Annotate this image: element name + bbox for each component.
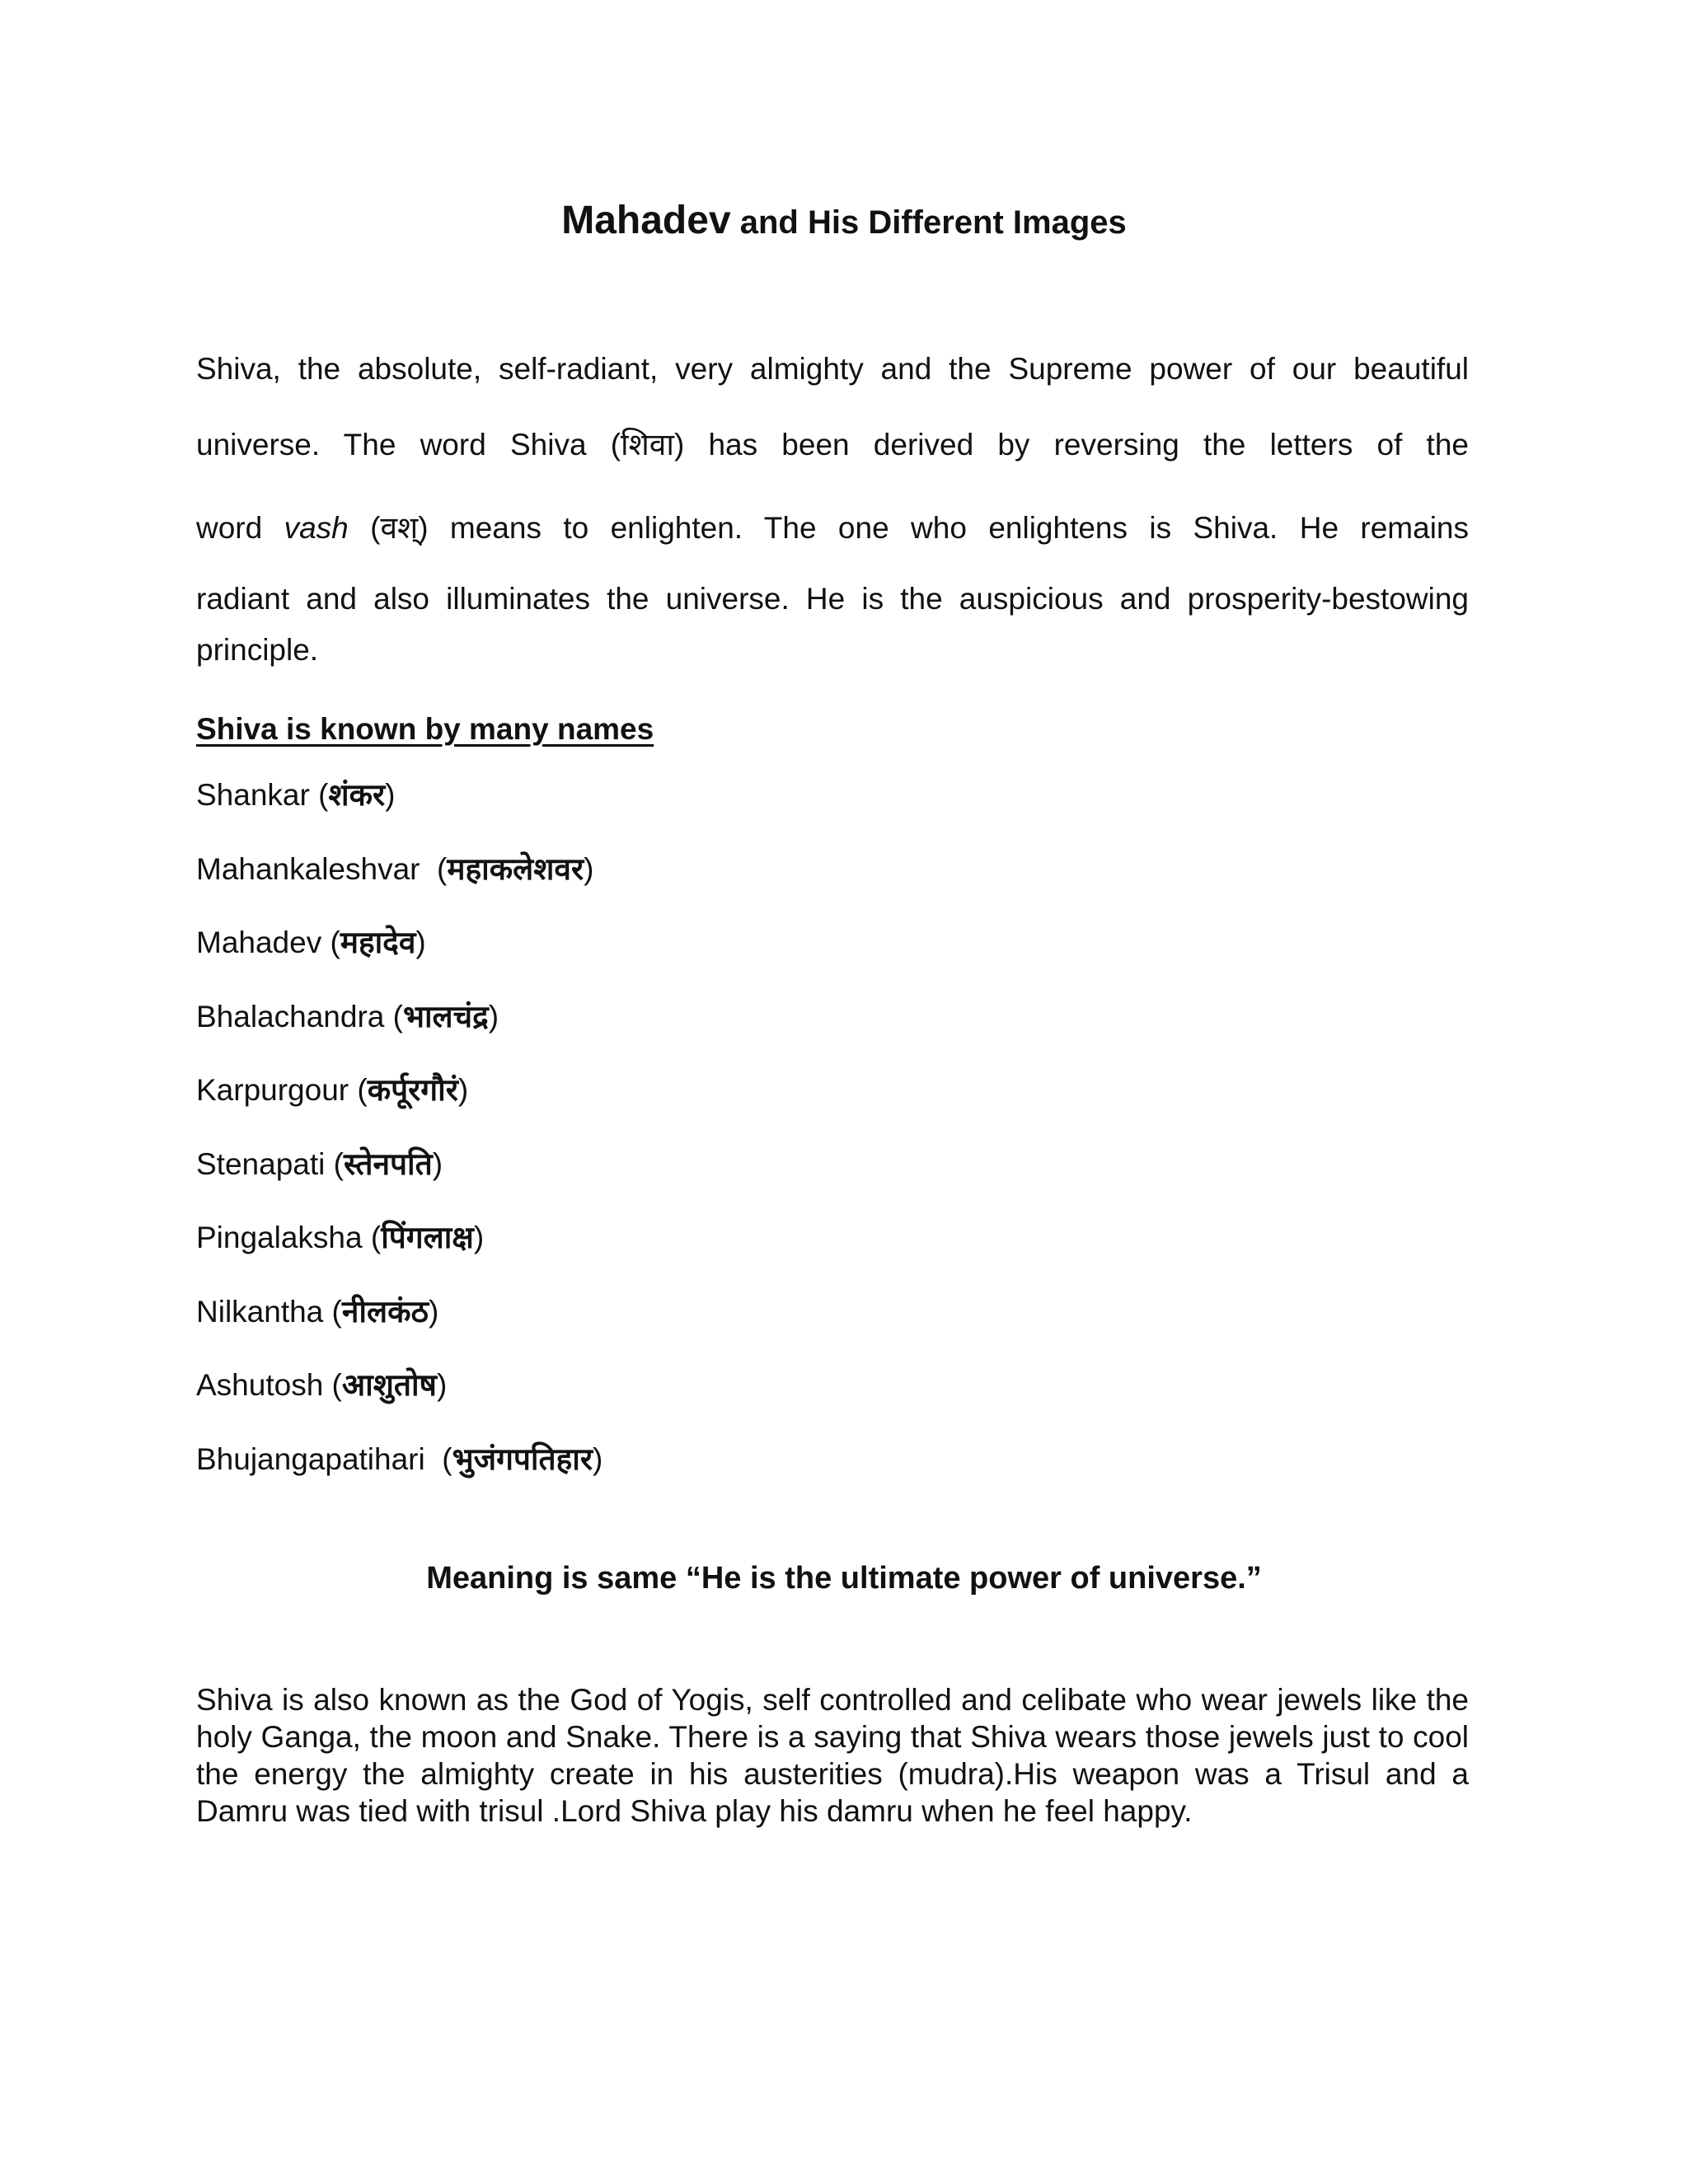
intro-line-3	[196, 499, 1469, 574]
names-list	[196, 771, 603, 1508]
name-latin: Mahadev	[196, 926, 322, 959]
list-item: Mahankaleshvar (महाकलेशवर)	[196, 851, 594, 887]
intro-line-1: Shiva, the absolute, self-radiant, very almighty and the Supreme power of our beautiful	[196, 352, 1469, 386]
list-item: Nilkantha (नीलकंठ)	[196, 1293, 439, 1329]
name-latin: Pingalaksha	[196, 1221, 363, 1254]
name-latin: Nilkantha	[196, 1294, 324, 1329]
intro-paragraph	[196, 344, 1469, 675]
intro-vash-italic: vash	[284, 511, 349, 545]
name-latin: Bhujangapatihari	[196, 1441, 425, 1476]
name-devanagari: आशुतोष	[341, 1367, 437, 1403]
intro-line-4: radiant and also illuminates the universe. He is the auspicious and prosperity-bestowing	[196, 582, 1469, 616]
intro-line-3-text-b: (	[348, 511, 381, 545]
name-devanagari: महादेव	[340, 925, 416, 960]
closing-paragraph: Shiva is also known as the God of Yogis, self controlled and celibate who wear jewels like the holy Ganga, the moon and Snake. There is a saying that Shiva wears those jewels just to cool the energy the almighty create in his austerities (mudra).His weapon was a Trisul and a Damru was tied with trisul .Lord Shiva play his damru when he feel happy.	[196, 1683, 1469, 1828]
list-item: Mahadev (महादेव)	[196, 925, 426, 960]
intro-devanagari-shiva: शिवा	[621, 427, 674, 462]
list-item: Ashutosh (आशुतोष)	[196, 1367, 448, 1403]
name-latin: Mahankaleshvar	[196, 851, 420, 886]
intro-line-2	[196, 420, 1469, 499]
intro-line-3-text-c: ) means to enlighten. The one who enlightens is Shiva. He remains	[418, 511, 1469, 545]
intro-line-3-text-a: word	[196, 511, 284, 545]
list-item: Shankar (शंकर)	[196, 777, 396, 813]
page-title-main: Mahadev	[561, 199, 731, 242]
list-item: Pingalaksha (पिंगलाक्ष)	[196, 1220, 485, 1255]
name-devanagari: नीलकंठ	[341, 1293, 429, 1329]
list-item: Karpurgour (कर्पूरगौरं)	[196, 1072, 469, 1108]
page-title-rest: and His Different Images	[730, 204, 1127, 241]
intro-line-2-text-b: ) has been derived by reversing the letters of the	[673, 428, 1469, 462]
list-item: Bhalachandra (भालचंद्र)	[196, 998, 499, 1034]
list-item: Stenapati (स्तेनपति)	[196, 1146, 443, 1182]
name-latin: Karpurgour	[196, 1073, 349, 1107]
name-devanagari: स्तेनपति	[343, 1146, 433, 1182]
name-devanagari: भालचंद्र	[402, 998, 489, 1034]
list-item: Bhujangapatihari (भुजंगपतिहार)	[196, 1441, 603, 1477]
name-devanagari: महाकलेशवर	[447, 851, 584, 887]
name-devanagari: पिंगलाक्ष	[381, 1220, 474, 1255]
page-title	[0, 196, 1688, 247]
intro-devanagari-vash: वश्	[380, 510, 419, 546]
names-heading: Shiva is known by many names	[196, 712, 654, 746]
intro-line-2-text-a: universe. The word Shiva (	[196, 428, 621, 462]
name-latin: Ashutosh	[196, 1368, 324, 1402]
name-latin: Shankar	[196, 778, 310, 812]
name-devanagari: शंकर	[328, 777, 386, 813]
meaning-statement: Meaning is same “He is the ultimate power of universe.”	[426, 1561, 1262, 1596]
name-latin: Bhalachandra	[196, 999, 385, 1033]
name-devanagari: कर्पूरगौरं	[367, 1072, 458, 1108]
name-latin: Stenapati	[196, 1146, 326, 1181]
intro-line-5: principle.	[196, 633, 319, 667]
name-devanagari: भुजंगपतिहार	[452, 1441, 593, 1477]
